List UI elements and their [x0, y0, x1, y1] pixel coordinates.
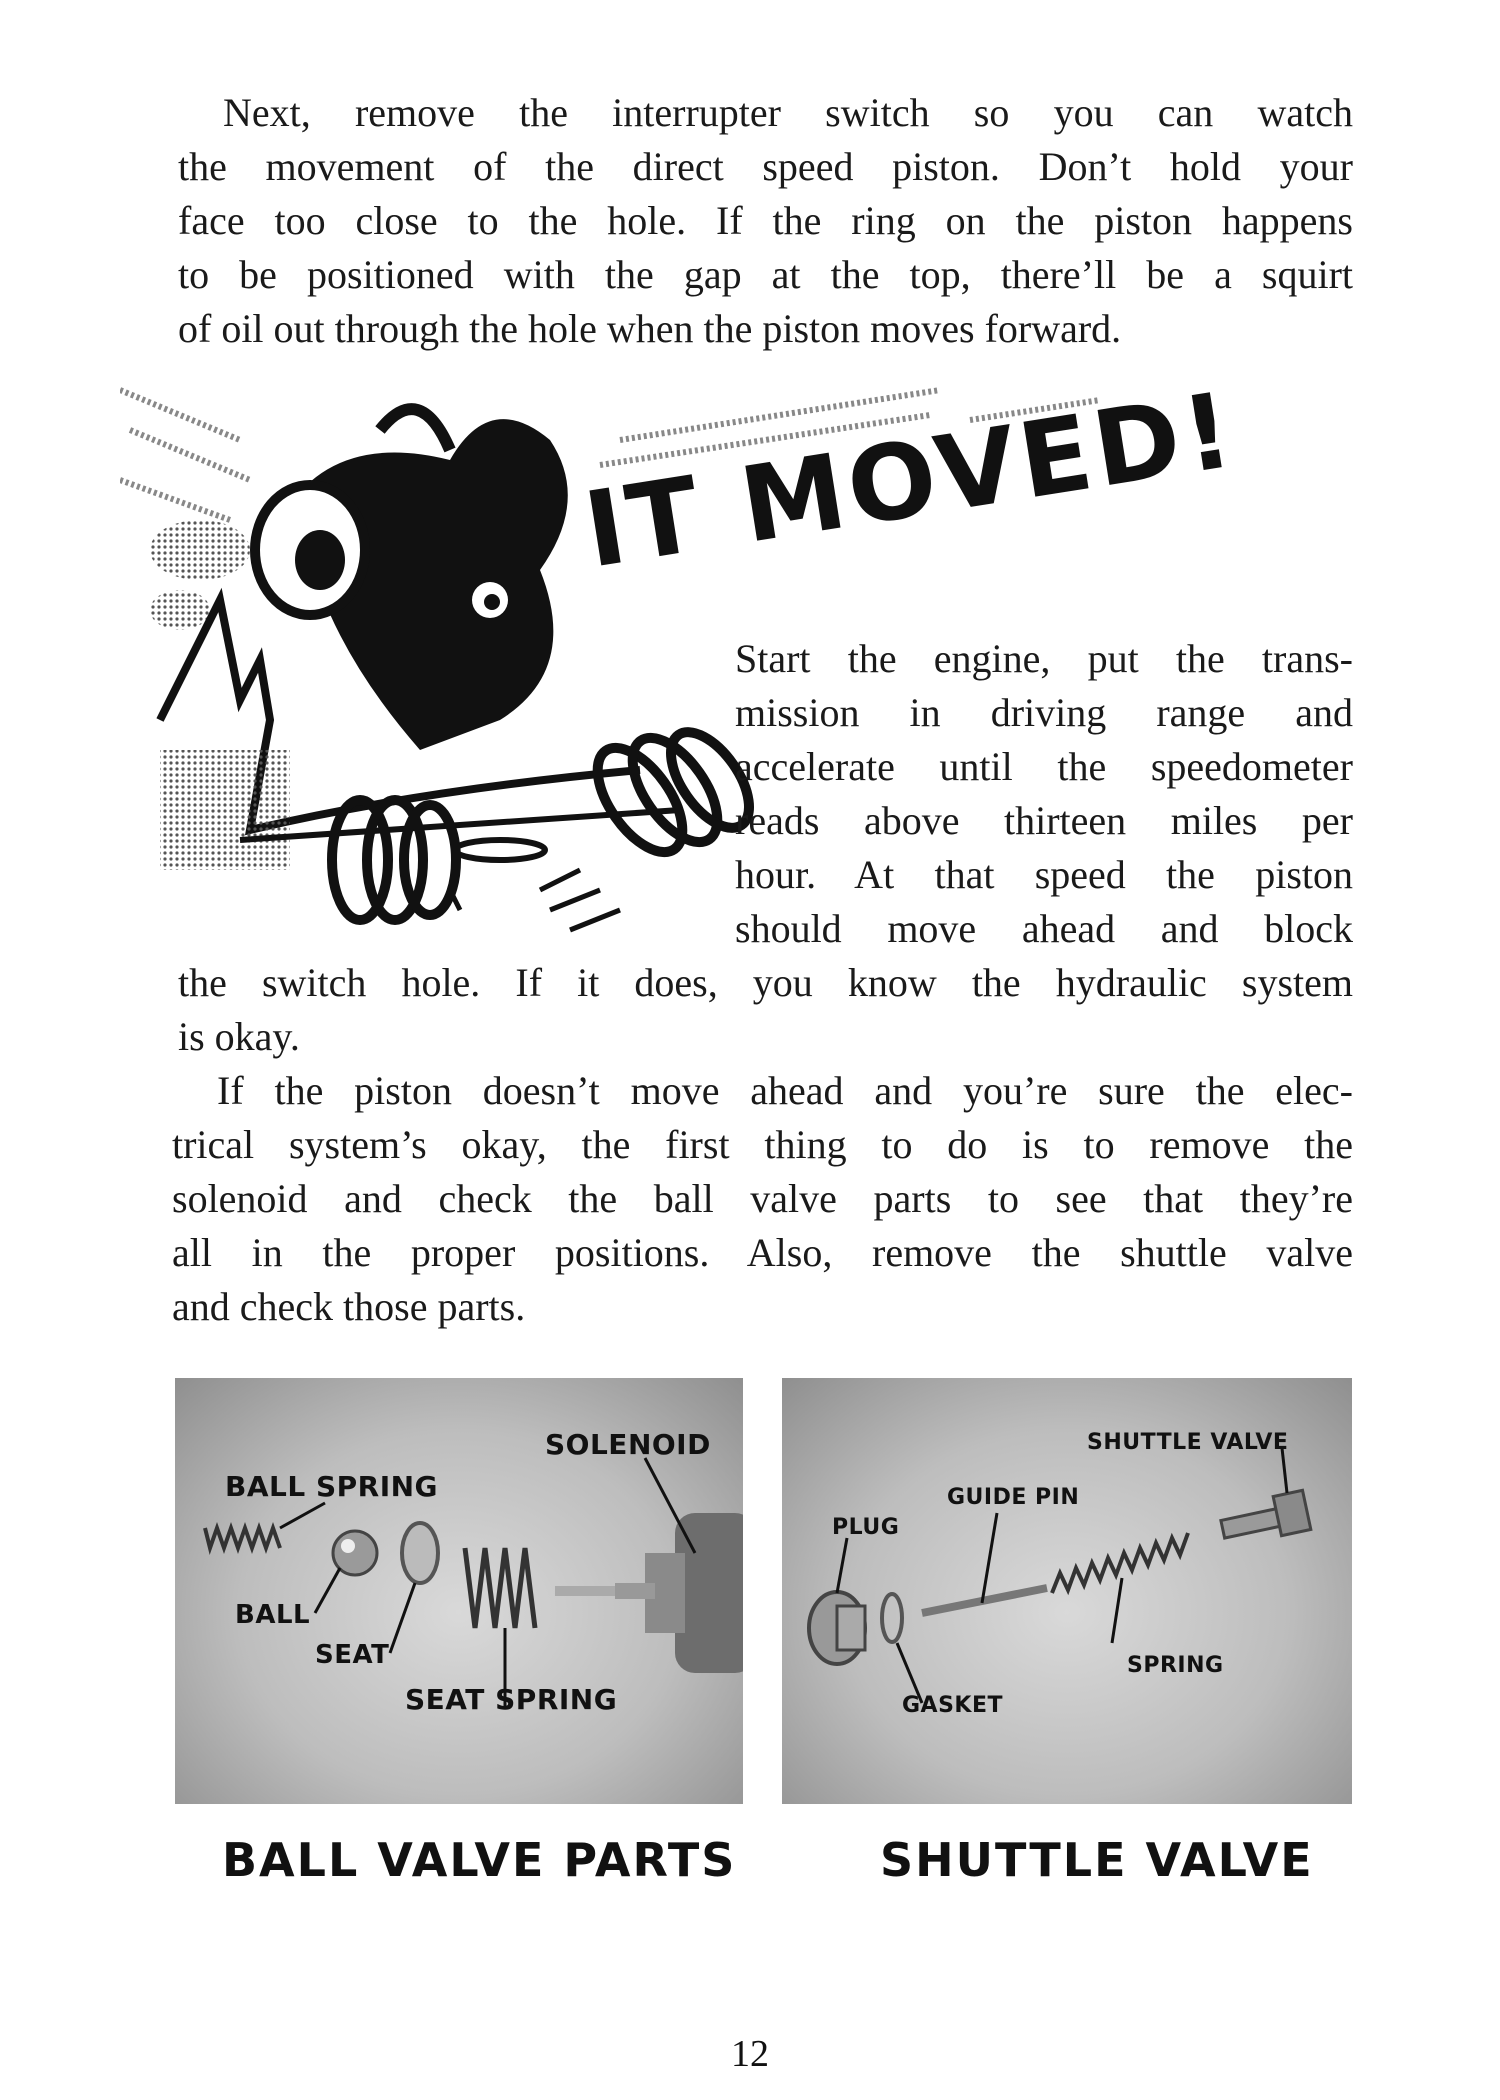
- text-line: If the piston doesn’t move ahead and you’re sure the elec-: [217, 1068, 1353, 1113]
- paragraph-start-engine-continued: [178, 956, 1353, 1064]
- left-paw: [332, 800, 456, 920]
- text-line: accelerate until the speedometer: [735, 744, 1353, 789]
- text-line: all in the proper positions. Also, remove the shuttle valve: [172, 1230, 1353, 1275]
- text-line: should move ahead and block: [735, 906, 1353, 951]
- label-guide-pin: GUIDE PIN: [947, 1485, 1080, 1510]
- ball-spring: [205, 1528, 280, 1548]
- paragraph-check-valves: [172, 1064, 1353, 1334]
- text-line: face too close to the hole. If the ring on the piston happens: [178, 198, 1353, 243]
- text-line: trical system’s okay, the first thing to do is to remove the: [172, 1122, 1353, 1167]
- text-line: and check those parts.: [172, 1284, 526, 1329]
- label-gasket: GASKET: [902, 1693, 1004, 1718]
- caption-ball-valve-parts: BALL VALVE PARTS: [222, 1833, 737, 1887]
- shading: [160, 750, 290, 870]
- action-marks: [450, 870, 620, 930]
- label-seat-spring: SEAT SPRING: [405, 1683, 618, 1716]
- caption-shuttle-valve: SHUTTLE VALVE: [880, 1833, 1314, 1887]
- text-line: is okay.: [178, 1014, 300, 1059]
- text-line: reads above thirteen miles per: [735, 798, 1353, 843]
- plunger: [555, 1586, 615, 1596]
- smoke-puff: [150, 590, 210, 630]
- text-line: hour. At that speed the piston: [735, 852, 1353, 897]
- seat-spring: [465, 1548, 535, 1628]
- text-line: of oil out through the hole when the piston moves forward.: [178, 306, 1122, 351]
- label-spring: SPRING: [1127, 1653, 1224, 1678]
- label-shuttle-valve: SHUTTLE VALVE: [1087, 1430, 1289, 1455]
- label-solenoid: SOLENOID: [545, 1428, 711, 1461]
- text-line: the movement of the direct speed piston. Don’t hold your: [178, 144, 1353, 189]
- text-line: solenoid and check the ball valve parts to see that they’re: [172, 1176, 1353, 1221]
- text-line: the switch hole. If it does, you know the hydraulic system: [178, 960, 1353, 1005]
- label-ball-spring: BALL SPRING: [225, 1470, 439, 1503]
- cartoon-exclamation: IT MOVED!: [576, 368, 1244, 592]
- text-line: Start the engine, put the trans-: [735, 636, 1353, 681]
- smoke-puff: [150, 520, 250, 580]
- paragraph-interrupter-switch: [178, 86, 1353, 356]
- gasket-part: [882, 1594, 902, 1642]
- label-seat: SEAT: [315, 1640, 390, 1670]
- page-number: 12: [731, 2033, 769, 2075]
- switch-hole: [455, 840, 545, 860]
- seat-part: [402, 1523, 438, 1583]
- dog-head: [255, 409, 568, 750]
- shuttle-valve-part: [1221, 1490, 1311, 1538]
- text-line: to be positioned with the gap at the top, there’ll be a squirt: [178, 252, 1353, 297]
- shuttle-valve-photo: [782, 1378, 1352, 1804]
- text-line: Next, remove the interrupter switch so you can watch: [223, 90, 1353, 135]
- text-line: mission in driving range and: [735, 690, 1353, 735]
- paragraph-start-engine: [735, 632, 1353, 956]
- label-plug: PLUG: [832, 1515, 900, 1540]
- label-ball: BALL: [235, 1600, 311, 1630]
- ball-valve-photo: [175, 1378, 743, 1804]
